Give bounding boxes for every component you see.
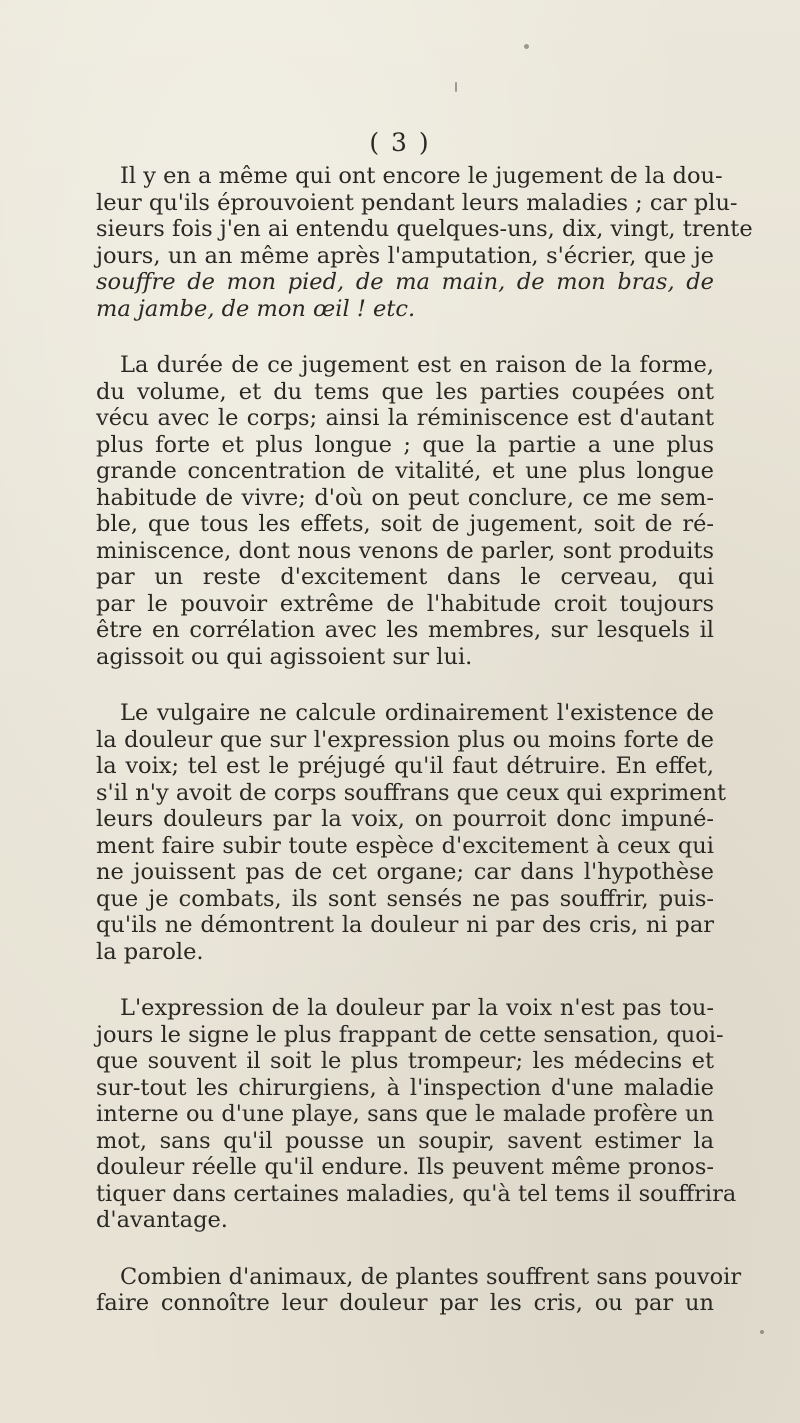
text-line: jours, un an même après l'amputation, s'écrier, que je — [96, 242, 714, 269]
text-line: plus forte et plus longue ; que la partie a une plus — [96, 431, 714, 458]
body-text — [96, 163, 753, 1317]
text-line: qu'ils ne démontrent la douleur ni par des cris, ni par — [96, 912, 714, 938]
text-line: miniscence, dont nous venons de parler, sont produits — [96, 537, 714, 564]
text-line: tiquer dans certaines maladies, qu'à tel tems il souffrira — [96, 1180, 737, 1207]
text-line: vécu avec le corps; ainsi la réminiscence est d'autant — [96, 405, 714, 431]
text-line: agissoit ou qui agissoient sur lui. — [96, 643, 473, 670]
text-line: mot, sans qu'il pousse un soupir, savent estimer la — [96, 1127, 714, 1154]
text-line: ma jambe, de mon œil ! etc. — [96, 295, 416, 322]
paragraph — [96, 995, 737, 1234]
text-line: que souvent il soit le plus trompeur; les médecins et — [96, 1048, 714, 1074]
text-line: douleur réelle qu'il endure. Ils peuvent même pronos- — [96, 1154, 714, 1180]
text-line: d'avantage. — [96, 1207, 228, 1233]
text-line: que je combats, ils sont sensés ne pas souffrir, puis- — [96, 885, 714, 912]
text-line: par un reste d'excitement dans le cerveau, qui — [96, 564, 714, 590]
text-line: être en corrélation avec les membres, sur lesquels il — [96, 617, 714, 643]
paragraph — [96, 352, 714, 670]
ink-spot — [760, 1330, 764, 1334]
text-line: leurs douleurs par la voix, on pourroit donc impuné- — [96, 806, 714, 832]
text-line: grande concentration de vitalité, et une plus longue — [96, 458, 714, 484]
ink-spot — [455, 82, 457, 92]
text-line: Combien d'animaux, de plantes souffrent sans pouvoir — [120, 1263, 742, 1290]
text-line: du volume, et du tems que les parties coupées ont — [96, 378, 714, 405]
text-line: ment faire subir toute espèce d'excitement à ceux qui — [96, 832, 714, 859]
text-line: L'expression de la douleur par la voix n'est pas tou- — [120, 995, 714, 1021]
text-line: Il y en a même qui ont encore le jugement de la dou- — [120, 163, 723, 189]
text-line: sieurs fois j'en ai entendu quelques-uns, dix, vingt, trente — [96, 216, 753, 242]
text-line: souffre de mon pied, de ma main, de mon bras, de — [96, 269, 714, 295]
text-line: la voix; tel est le préjugé qu'il faut détruire. En effet, — [96, 753, 714, 779]
paragraph — [96, 1263, 742, 1317]
text-line: s'il n'y avoit de corps souffrans que ceux qui expriment — [96, 779, 727, 806]
text-line: ble, que tous les effets, soit de jugement, soit de ré- — [96, 511, 714, 537]
text-line: faire connoître leur douleur par les cris, ou par un — [96, 1290, 714, 1316]
text-line: habitude de vivre; d'où on peut conclure, ce me sem- — [96, 484, 714, 511]
text-line: par le pouvoir extrême de l'habitude croit toujours — [96, 590, 714, 617]
text-line: la douleur que sur l'expression plus ou moins forte de — [96, 726, 714, 753]
text-line: ne jouissent pas de cet organe; car dans l'hypothèse — [96, 859, 714, 885]
text-line: sur-tout les chirurgiens, à l'inspection d'une maladie — [96, 1074, 714, 1101]
text-line: leur qu'ils éprouvoient pendant leurs maladies ; car plu- — [96, 189, 738, 216]
text-line: la parole. — [96, 938, 204, 965]
ink-spot — [524, 44, 529, 49]
text-line: jours le signe le plus frappant de cette sensation, quoi- — [96, 1021, 724, 1048]
text-line: interne ou d'une playe, sans que le malade profère un — [96, 1101, 714, 1127]
page-number: ( 3 ) — [369, 128, 431, 157]
text-line: La durée de ce jugement est en raison de la forme, — [120, 352, 714, 378]
paragraph — [96, 700, 727, 965]
paragraph — [96, 163, 753, 322]
text-line: Le vulgaire ne calcule ordinairement l'existence de — [120, 700, 714, 726]
